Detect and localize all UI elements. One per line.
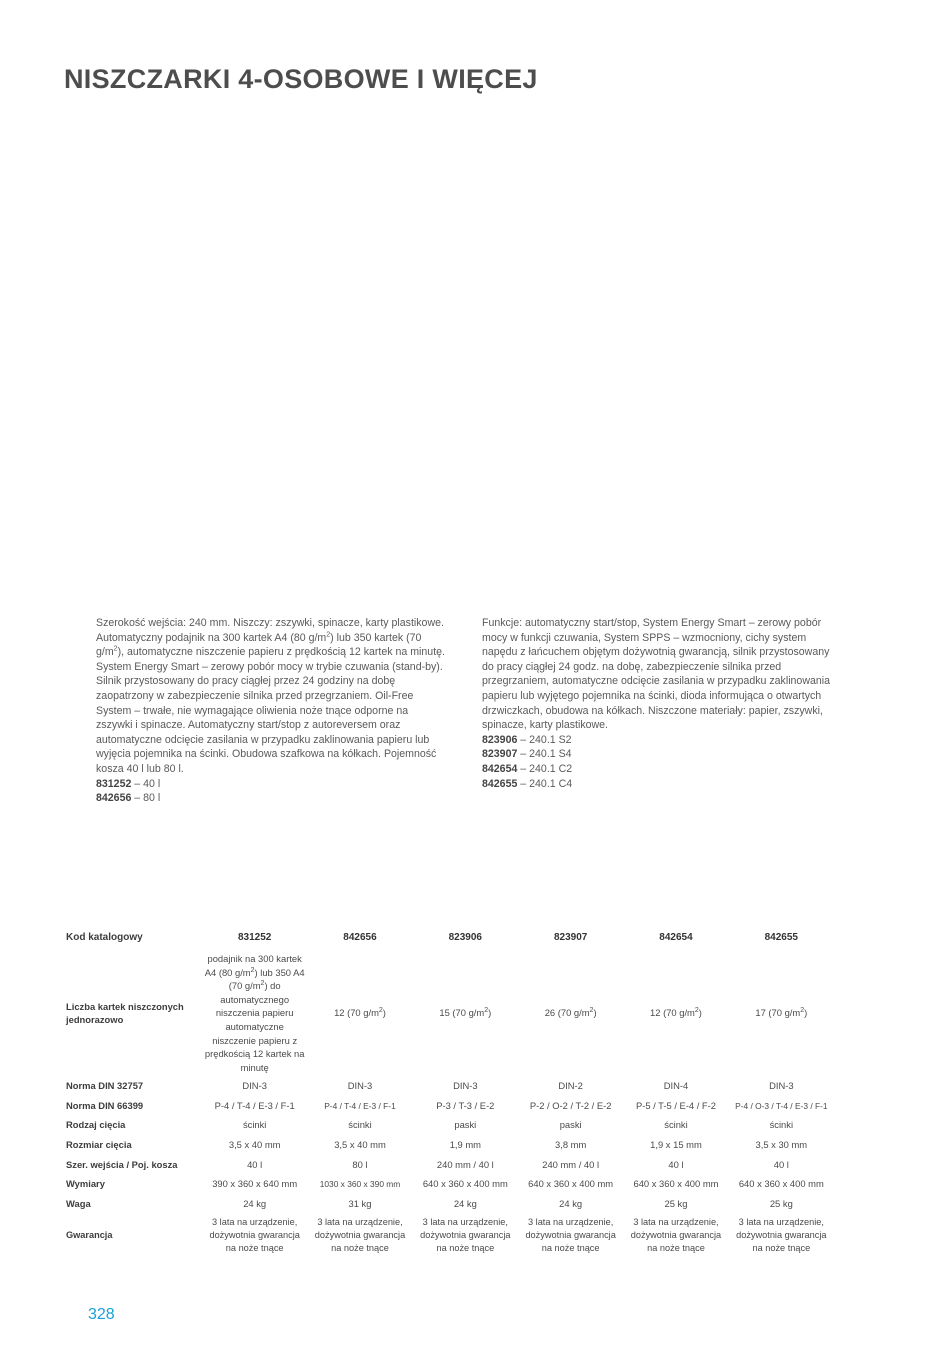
table-row xyxy=(62,1194,834,1214)
row-label: Szer. wejścia / Poj. kosza xyxy=(66,1158,178,1170)
catalog-code-item: 842655 – 240.1 C4 xyxy=(482,777,573,790)
table-cell: P-4 / T-4 / E-3 / F-1 xyxy=(324,1100,396,1111)
table-cell: 3 lata na urządzenie, dożywotnia gwarancja na noże tnące xyxy=(630,1216,722,1253)
row-label: Gwarancja xyxy=(66,1229,113,1240)
page-title: NISZCZARKI 4-OSOBOWE I WIĘCEJ xyxy=(64,64,538,94)
table-cell: DIN-3 xyxy=(242,1080,267,1092)
table-cell: podajnik na 300 kartek A4 (80 $g/m^2$) lub 350 A4 (70 $g/m^2$) do automatycznego niszczenia papieru automatyczne niszczenie papieru z prędkością 12 kartek na minutę xyxy=(204,953,305,1073)
row-label: Norma DIN 32757 xyxy=(66,1080,144,1092)
catalog-code-item: 831252 – 40 l xyxy=(96,777,161,790)
table-cell: 17 (70 $g/m^2$) xyxy=(755,1007,808,1019)
row-label: Liczba kartek niszczonych jednorazowo xyxy=(66,1000,184,1026)
table-cell: ścinki xyxy=(664,1119,688,1131)
table-cell: DIN-3 xyxy=(347,1080,373,1092)
table-cell: P-4 / O-3 / T-4 / E-3 / F-1 xyxy=(735,1100,828,1111)
table-row xyxy=(62,1076,834,1096)
table-row xyxy=(62,1174,834,1194)
table-cell: 3 lata na urządzenie, dożywotnia gwarancja na noże tnące xyxy=(525,1216,616,1253)
table-row xyxy=(62,1155,834,1175)
table-cell: 1030 x 360 x 390 mm xyxy=(319,1179,401,1190)
column-header: 842655 xyxy=(764,932,798,943)
table-cell: 24 kg xyxy=(453,1197,477,1209)
table-cell: 3,5 x 40 mm xyxy=(334,1138,386,1150)
table-cell: P-4 / T-4 / E-3 / F-1 xyxy=(214,1099,295,1111)
table-cell: 3 lata na urządzenie, dożywotnia gwarancja na noże tnące xyxy=(314,1216,406,1253)
table-cell: 3 lata na urządzenie, dożywotnia gwarancja na noże tnące xyxy=(420,1216,511,1253)
catalog-code-item: 842656 – 80 l xyxy=(96,792,161,805)
table-cell: P-5 / T-5 / E-4 / F-2 xyxy=(635,1099,716,1111)
table-row xyxy=(62,950,834,1076)
catalog-code-item: 823906 – 240.1 S2 xyxy=(482,733,572,746)
table-cell: 3 lata na urządzenie, dożywotnia gwarancja na noże tnące xyxy=(209,1216,300,1253)
column-header: 842656 xyxy=(343,932,377,943)
description-text: Szerokość wejścia: 240 mm. Niszczy: zszywki, spinacze, karty plastikowe. Automatyczny podajnik na 300 kartek A4 (80 $g/m^2$) lub 350 kartek (70 $g/m^2$), automatyczne niszczenie papieru z prędkością 12 kartek na minutę. System Energy Smart – zerowy pobór mocy w trybie czuwania (stand-by). Silnik przystosowany do pracy ciągłej przez 24 godziny na dobę zaopatrzony w zabezpieczenie silnika przed przegrzaniem. Oil-Free System – trwałe, nie wymagające oliwienia noże tnące odporne na zszywki i spinacze. Automatyczny start/stop z autoreversem oraz automatyczne odcięcie zasilania w przypadku zaklinowania papieru lub wyjęcia pojemnika na ścinki. Obudowa szafkowa na kółkach. Pojemność kosza 40 l lub 80 l. xyxy=(96,617,445,775)
table-cell: 40 l xyxy=(247,1158,263,1170)
row-label: Rodzaj cięcia xyxy=(66,1119,126,1131)
table-cell: P-3 / T-3 / E-2 xyxy=(436,1099,495,1111)
table-row xyxy=(62,1116,834,1136)
table-cell: 3,5 x 40 mm xyxy=(228,1138,281,1150)
table-cell: 1,9 x 15 mm xyxy=(650,1138,702,1150)
table-cell: 24 kg xyxy=(559,1197,583,1209)
column-header: 823906 xyxy=(448,932,482,943)
row-label: Rozmiar cięcia xyxy=(66,1138,132,1150)
table-cell: 40 l xyxy=(668,1158,684,1170)
table-cell: 25 kg xyxy=(664,1197,688,1209)
table-cell: DIN-3 xyxy=(769,1080,794,1092)
table-cell: DIN-2 xyxy=(558,1080,583,1092)
product-description-right xyxy=(482,616,832,791)
catalog-code-list xyxy=(482,733,832,791)
table-cell: ścinki xyxy=(769,1119,794,1131)
product-description-left xyxy=(96,616,446,806)
table-cell: 640 x 360 x 400 mm xyxy=(738,1178,824,1190)
row-label: Kod katalogowy xyxy=(66,932,143,943)
table-cell: DIN-3 xyxy=(453,1080,478,1092)
table-header-row xyxy=(62,930,834,950)
table-cell: 640 x 360 x 400 mm xyxy=(422,1178,508,1190)
row-label: Waga xyxy=(66,1197,91,1209)
table-cell: paski xyxy=(559,1119,582,1131)
table-cell: 3,8 mm xyxy=(555,1138,587,1150)
row-label: Norma DIN 66399 xyxy=(66,1099,144,1111)
table-cell: 1,9 mm xyxy=(449,1138,481,1150)
table-cell: 80 l xyxy=(352,1158,368,1170)
table-cell: 3 lata na urządzenie, dożywotnia gwarancja na noże tnące xyxy=(736,1216,827,1253)
table-cell: 3,5 x 30 mm xyxy=(755,1138,808,1150)
page-number: 328 xyxy=(88,1306,115,1323)
description-text: Funkcje: automatyczny start/stop, System Energy Smart – zerowy pobór mocy w funkcji czuwania, System SPPS – wzmocniony, cichy system napędu z łańcuchem objętym dożywotnią gwarancją, silnik przystosowany do pracy ciągłej 24 godz. na dobę, zabezpieczenie silnika przed przegrzaniem, automatyczne odcięcie zasilania w przypadku zaklinowania papieru lub wyjętego pojemnika na ścinki, dioda informująca o otwartych drzwiczkach, obudowa na kółkach. Niszczone materiały: papier, zszywki, spinacze, karty plastikowe. xyxy=(482,617,831,732)
column-header: 823907 xyxy=(553,932,588,943)
catalog-code-item: 842654 – 240.1 C2 xyxy=(482,762,573,775)
table-cell: 12 (70 $g/m^2$) xyxy=(334,1007,386,1019)
table-cell: 24 kg xyxy=(243,1197,267,1209)
table-cell: 240 mm / 40 l xyxy=(542,1158,600,1170)
table-cell: 640 x 360 x 400 mm xyxy=(528,1178,614,1190)
table-cell: 640 x 360 x 400 mm xyxy=(633,1178,719,1190)
table-cell: 240 mm / 40 l xyxy=(436,1158,494,1170)
table-cell: 31 kg xyxy=(348,1197,372,1209)
table-row xyxy=(62,1135,834,1155)
table-cell: 12 (70 $g/m^2$) xyxy=(650,1007,702,1019)
table-cell: 25 kg xyxy=(769,1197,793,1209)
table-row xyxy=(62,1096,834,1116)
row-label: Wymiary xyxy=(66,1178,105,1190)
table-cell: paski xyxy=(454,1119,477,1131)
table-row xyxy=(62,1214,834,1257)
catalog-code-item: 823907 – 240.1 S4 xyxy=(482,748,572,761)
table-cell: ścinki xyxy=(348,1119,372,1131)
table-cell: DIN-4 xyxy=(663,1080,689,1092)
table-cell: P-2 / O-2 / T-2 / E-2 xyxy=(529,1099,612,1111)
table-cell: 26 (70 $g/m^2$) xyxy=(544,1007,597,1019)
table-cell: ścinki xyxy=(242,1119,267,1131)
table-cell: 390 x 360 x 640 mm xyxy=(212,1178,298,1190)
table-cell: 15 (70 $g/m^2$) xyxy=(439,1007,492,1019)
column-header: 831252 xyxy=(237,932,272,943)
column-header: 842654 xyxy=(659,932,693,943)
table-cell: 40 l xyxy=(773,1158,789,1170)
specification-table xyxy=(62,930,834,1257)
catalog-code-list xyxy=(96,777,446,806)
